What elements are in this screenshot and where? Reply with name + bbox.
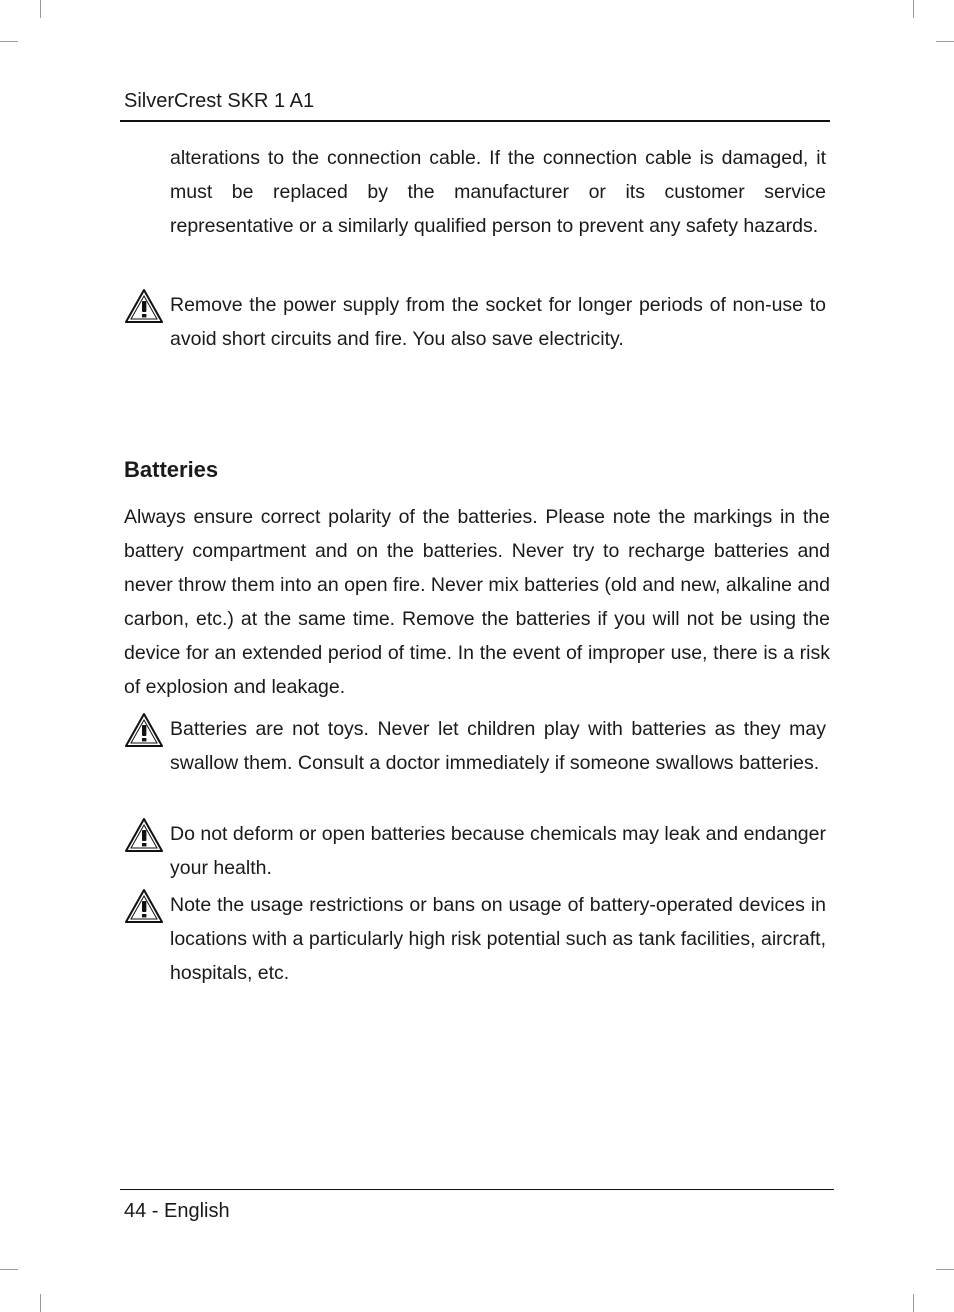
cable-continued-paragraph: alterations to the connection cable. If the connection cable is damaged, it must be replaced by the manufacturer or its customer service representative or a similarly qualified person to prevent any safety hazards. bbox=[170, 147, 826, 237]
crop-mark bbox=[936, 1269, 954, 1270]
crop-mark bbox=[936, 41, 954, 42]
crop-mark bbox=[913, 0, 914, 18]
crop-mark bbox=[0, 1269, 18, 1270]
running-header: SilverCrest SKR 1 A1 bbox=[124, 90, 315, 112]
page-number: 44 - English bbox=[124, 1200, 230, 1222]
crop-mark bbox=[913, 1294, 914, 1312]
warning-triangle-icon bbox=[124, 288, 164, 324]
crop-mark bbox=[0, 41, 18, 42]
crop-mark bbox=[40, 0, 41, 18]
batteries-deform-warning: Do not deform or open batteries because chemicals may leak and endanger your health. bbox=[170, 823, 826, 879]
warning-triangle-icon bbox=[124, 817, 164, 853]
batteries-heading: Batteries bbox=[124, 457, 219, 482]
crop-mark bbox=[40, 1294, 41, 1312]
warning-triangle-icon bbox=[124, 888, 164, 924]
warning-triangle-icon bbox=[124, 712, 164, 748]
batteries-toys-warning: Batteries are not toys. Never let children play with batteries as they may swallow them. Consult a doctor immediately if someone swallows batteries. bbox=[170, 718, 826, 774]
footer-rule bbox=[120, 1189, 834, 1190]
power-supply-warning: Remove the power supply from the socket for longer periods of non-use to avoid short circuits and fire. You also save electricity. bbox=[170, 294, 826, 350]
header-rule bbox=[120, 120, 830, 122]
batteries-intro-paragraph: Always ensure correct polarity of the batteries. Please note the markings in the battery compartment and on the batteries. Never try to recharge batteries and never throw them into an open fire. Never mix batteries (old and new, alkaline and carbon, etc.) at the same time. Remove the batteries if you will not be using the device for an extended period of time. In the event of improper use, there is a risk of explosion and leakage. bbox=[124, 506, 830, 698]
usage-restrictions-warning: Note the usage restrictions or bans on usage of battery-operated devices in locations with a particularly high risk potential such as tank facilities, aircraft, hospitals, etc. bbox=[170, 894, 826, 984]
